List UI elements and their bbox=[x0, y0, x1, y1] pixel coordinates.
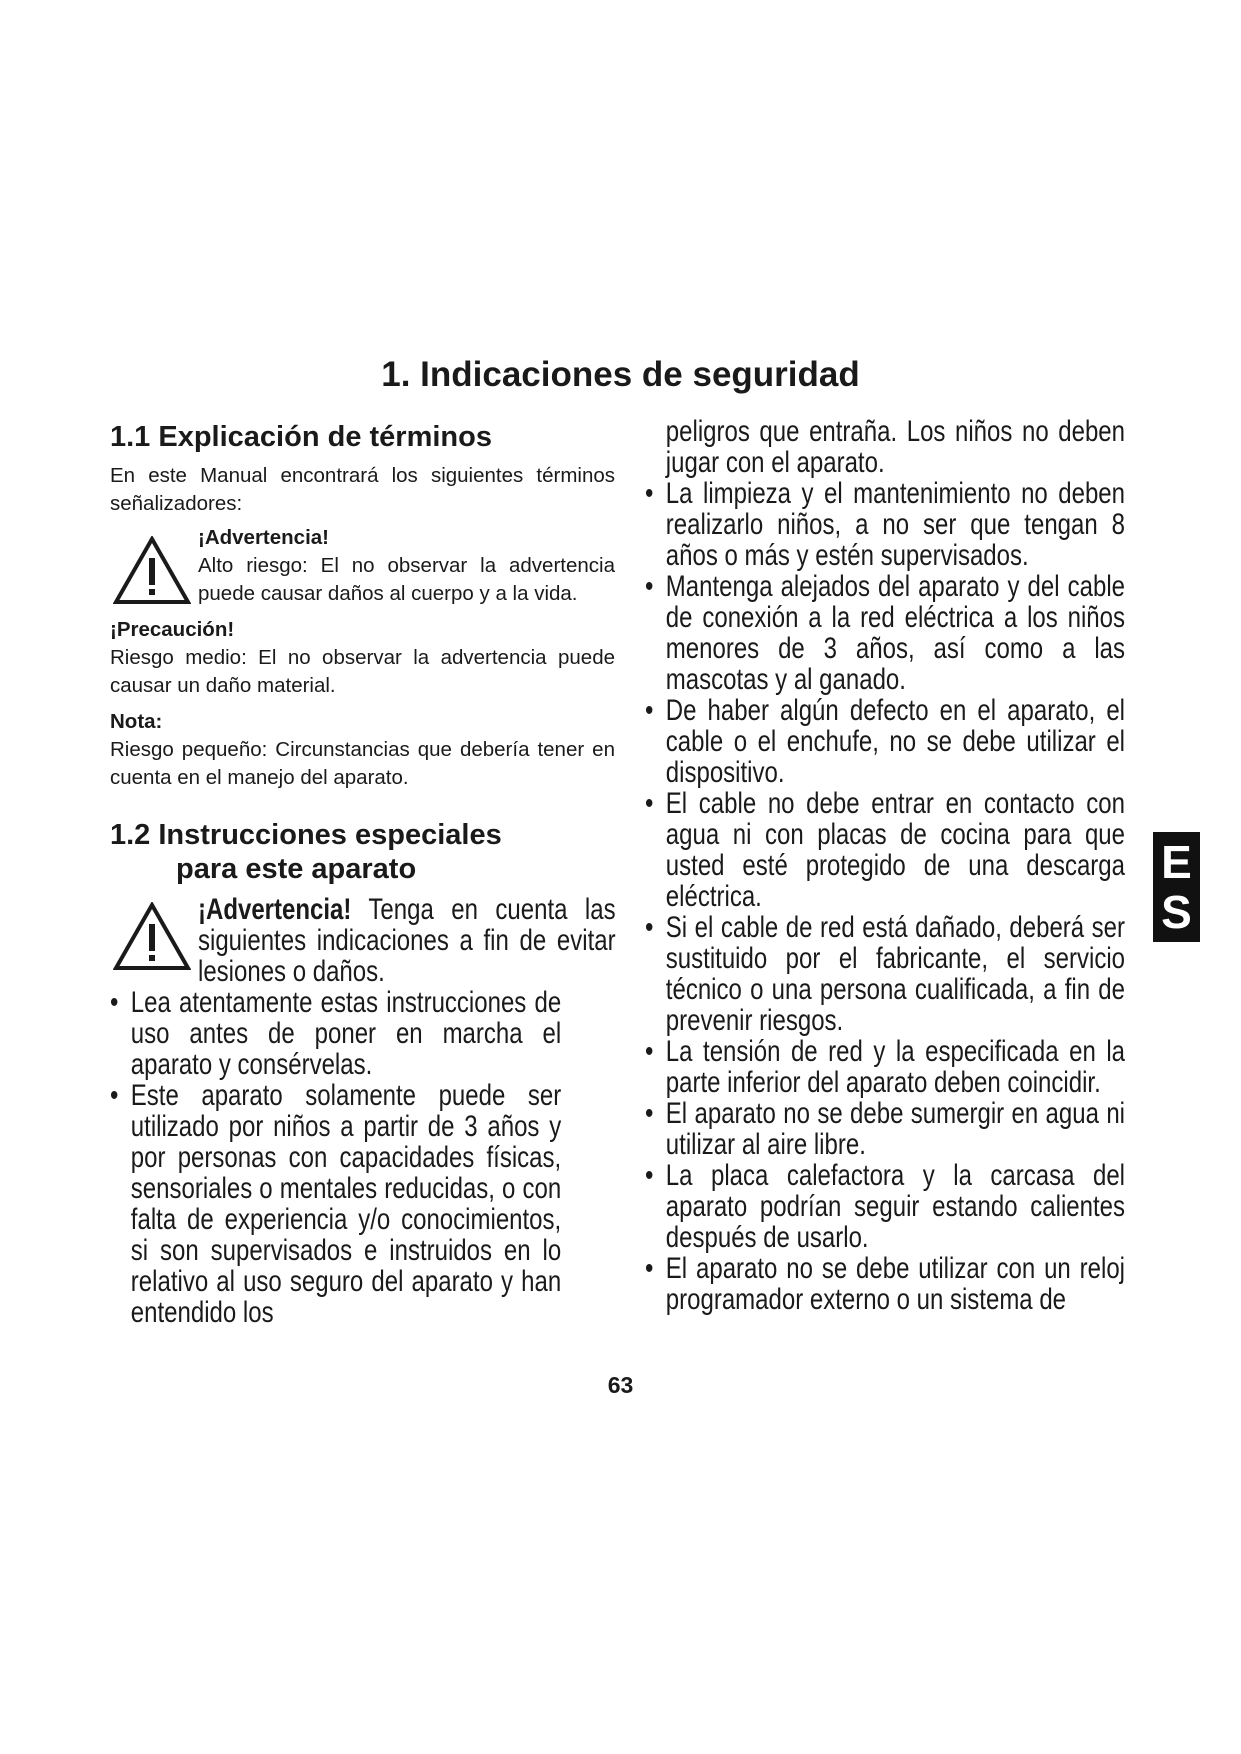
list-item: • Lea atentamente estas instrucciones de uso antes de poner en marcha el aparato y consérvelas. bbox=[110, 987, 561, 1080]
warning-definition bbox=[110, 524, 615, 608]
language-tab-letter: S bbox=[1161, 886, 1192, 938]
list-item: • La tensión de red y la especificada en la parte inferior del aparato deben coincidir. bbox=[645, 1036, 1125, 1098]
warning-description: Alto riesgo: El no observar la advertencia puede causar daños al cuerpo y a la vida. bbox=[198, 554, 615, 605]
list-item: • Mantenga alejados del aparato y del cable de conexión a la red eléctrica a los niños menores de 3 años, así como a las mascotas y al ganado. bbox=[645, 571, 1125, 695]
list-item: • De haber algún defecto en el aparato, el cable o el enchufe, no se debe utilizar el dispositivo. bbox=[645, 695, 1125, 788]
warning-label: ¡Advertencia! bbox=[198, 526, 330, 549]
left-column bbox=[110, 420, 615, 1328]
safety-list bbox=[645, 478, 1125, 1315]
special-instructions-list bbox=[110, 987, 561, 1328]
terms-intro: En este Manual encontrará los siguientes términos señalizadores: bbox=[110, 464, 615, 515]
list-item: • Si el cable de red está dañado, deberá ser sustituido por el fabricante, el servicio técnico o una persona cualificada, a fin de prevenir riesgos. bbox=[645, 912, 1125, 1036]
note-description: Riesgo pequeño: Circunstancias que debería tener en cuenta en el manejo del aparato. bbox=[110, 738, 615, 789]
page-title: 1. Indicaciones de seguridad bbox=[381, 355, 860, 394]
section-heading-1-2 bbox=[110, 818, 615, 886]
special-warning bbox=[110, 894, 615, 987]
language-tab bbox=[1153, 832, 1200, 942]
special-warning-label: ¡Advertencia! bbox=[198, 893, 352, 926]
list-item: • El aparato no se debe sumergir en agua ni utilizar al aire libre. bbox=[645, 1098, 1125, 1160]
section-heading-1-2-line1: 1.2 Instrucciones especiales bbox=[110, 819, 502, 851]
caution-label: ¡Precaución! bbox=[110, 618, 235, 641]
caution-description: Riesgo medio: El no observar la advertencia puede causar un daño material. bbox=[110, 646, 615, 697]
list-item: • Este aparato solamente puede ser utilizado por niños a partir de 3 años y por personas con capacidades físicas, sensoriales o mentales reducidas, o con falta de experiencia y/o conocimientos, si son supervisados e instruidos en lo relativo al uso seguro del aparato y han entendido los bbox=[110, 1080, 561, 1328]
warning-triangle-icon bbox=[113, 536, 191, 606]
list-item: • El aparato no se debe utilizar con un reloj programador externo o un sistema de bbox=[645, 1253, 1125, 1315]
page-number: 63 bbox=[607, 1372, 634, 1398]
section-heading-1-2-line2: para este aparato bbox=[176, 853, 417, 885]
note-label: Nota: bbox=[110, 710, 163, 733]
warning-triangle-icon bbox=[113, 902, 191, 972]
special-warning-text bbox=[198, 894, 616, 987]
list-item: • El cable no debe entrar en contacto con agua ni con placas de cocina para que usted esté protegido de una descarga eléctrica. bbox=[645, 788, 1125, 912]
list-item: • La limpieza y el mantenimiento no deben realizarlo niños, a no ser que tengan 8 años o más y estén supervisados. bbox=[645, 478, 1125, 571]
continuation-text: peligros que entraña. Los niños no deben jugar con el aparato. bbox=[665, 415, 1125, 479]
section-heading-1-1: 1.1 Explicación de términos bbox=[110, 421, 492, 453]
list-item: • La placa calefactora y la carcasa del aparato podrían seguir estando calientes después de usarlo. bbox=[645, 1160, 1125, 1253]
language-tab-letter: E bbox=[1161, 836, 1192, 888]
right-column bbox=[645, 415, 1152, 1316]
special-warning-description: Tenga en cuenta las siguientes indicaciones a fin de evitar lesiones o daños. bbox=[198, 893, 616, 988]
